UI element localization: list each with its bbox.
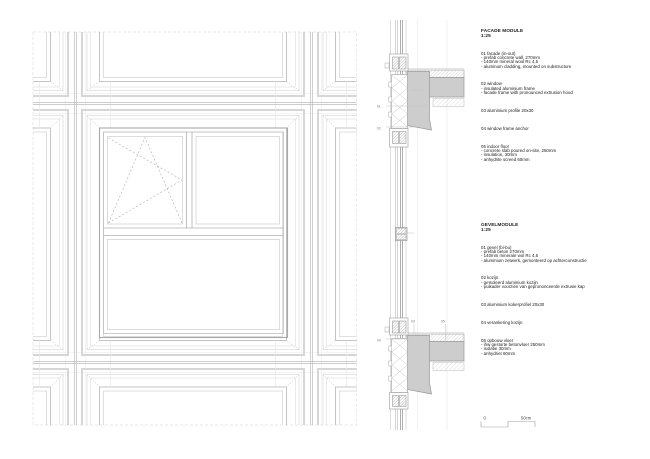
legend-items-en	[481, 52, 643, 162]
legend-facade-module-en	[481, 29, 643, 162]
legend-line: 05 indoor floor	[481, 143, 510, 149]
legend-line: 02 window	[481, 81, 502, 87]
frame-anchor	[385, 327, 389, 332]
window-frame-section-lower	[390, 129, 409, 148]
concrete-floor-slab	[427, 342, 464, 362]
window-frame-section-upper	[385, 318, 408, 335]
legend-line: - prefab concrete wall, 270mm	[481, 54, 541, 60]
legend-item	[481, 276, 643, 289]
window-frame-section-lower	[390, 393, 409, 410]
legend-title-nl: GEVELMODULE	[481, 222, 519, 227]
legend-line: - ihw gestorte betonvloer 250mm	[481, 341, 545, 347]
legend-item	[481, 246, 643, 263]
callout-05: 05	[441, 319, 445, 324]
prefab-concrete-wall	[408, 336, 432, 395]
scale-end-label: 50cm	[521, 415, 532, 421]
legend-line: - geïsoleerd aluminium kozijn	[481, 279, 538, 285]
legend-scale-nl: 1:25	[481, 226, 491, 232]
legend-item	[481, 52, 643, 69]
window-opening-symbol	[109, 138, 183, 224]
frame-anchor	[385, 63, 389, 68]
legend-item	[481, 82, 643, 95]
central-window	[100, 128, 288, 338]
legend-line: 02 kozijn	[481, 275, 499, 281]
legend-line: 03 aluminium profile 20x30	[481, 107, 534, 113]
legend-line: 01 facade (in-out)	[481, 50, 516, 56]
openable-pane	[108, 137, 183, 225]
legend-line: 03 aluminium kokerprofiel 20x30	[481, 301, 545, 307]
legend-scale-en: 1:25	[481, 32, 491, 38]
legend-line: - anhydriet 60mm	[481, 350, 516, 356]
legend-item	[481, 109, 643, 113]
legend-item	[481, 303, 643, 307]
under-slab-insulation	[433, 99, 464, 107]
legend-line: - anhydrite screed 60mm	[481, 156, 530, 162]
legend-line: - facade frame with pronounced extrusion hood	[481, 90, 573, 96]
legend-item	[481, 127, 643, 131]
fixed-pane-lower	[108, 240, 280, 330]
legend-line: - prefab beton 270mm	[481, 248, 525, 254]
legend-item	[481, 339, 643, 356]
scale-bar	[481, 416, 535, 428]
legend-line: 04 window frame anchor	[481, 125, 529, 131]
legend-line: - 140mm mineral wool Rc 4,5	[481, 59, 539, 65]
section-top-floor-detail	[377, 54, 464, 147]
under-slab-insulation	[433, 363, 464, 371]
legend-item	[481, 145, 643, 162]
legend-gevelmodule-nl	[481, 223, 643, 356]
legend-line: 04 verankering kozijn	[481, 319, 523, 325]
vertical-section	[377, 20, 464, 430]
concrete-floor-slab	[427, 78, 464, 98]
callout-04: 04	[377, 338, 381, 343]
legend-line: - aluminium zetwerk, gemonteerd op achterconstructie	[481, 257, 587, 263]
legend-line: - insulated aluminium frame	[481, 85, 535, 91]
callout-03: 03	[411, 319, 415, 324]
scale-zero-label: 0	[483, 415, 486, 421]
legend-item	[481, 321, 643, 325]
legend-line: - aluminum cladding, mounted on substructure	[481, 63, 572, 69]
legend-line: 01 gevel (bi-bu)	[481, 244, 512, 250]
legend-line: - insulation, 30mm	[481, 152, 517, 158]
prefab-concrete-wall	[408, 72, 432, 131]
legend-line: - concrete slab poured on-site, 250mm	[481, 147, 557, 153]
callout-01: 01	[377, 104, 381, 109]
legend-line: - isolatie 30mm	[481, 346, 511, 352]
section-bottom-floor-detail	[377, 318, 464, 409]
window-frame-section-upper	[385, 54, 408, 71]
legend-line: - 140mm minerale wol Rc 4,5	[481, 253, 539, 259]
legend-title-en: FACADE MODULE	[481, 28, 524, 33]
legend-line: - puikader voorzien van geprononceerde extrusie kap	[481, 284, 585, 290]
fixed-pane-upper	[196, 137, 280, 225]
module-coupling-detail	[396, 228, 415, 241]
legend-line: 05 opbouw vloer	[481, 337, 514, 343]
callout-02: 02	[377, 126, 381, 131]
legend-items-nl	[481, 246, 643, 356]
